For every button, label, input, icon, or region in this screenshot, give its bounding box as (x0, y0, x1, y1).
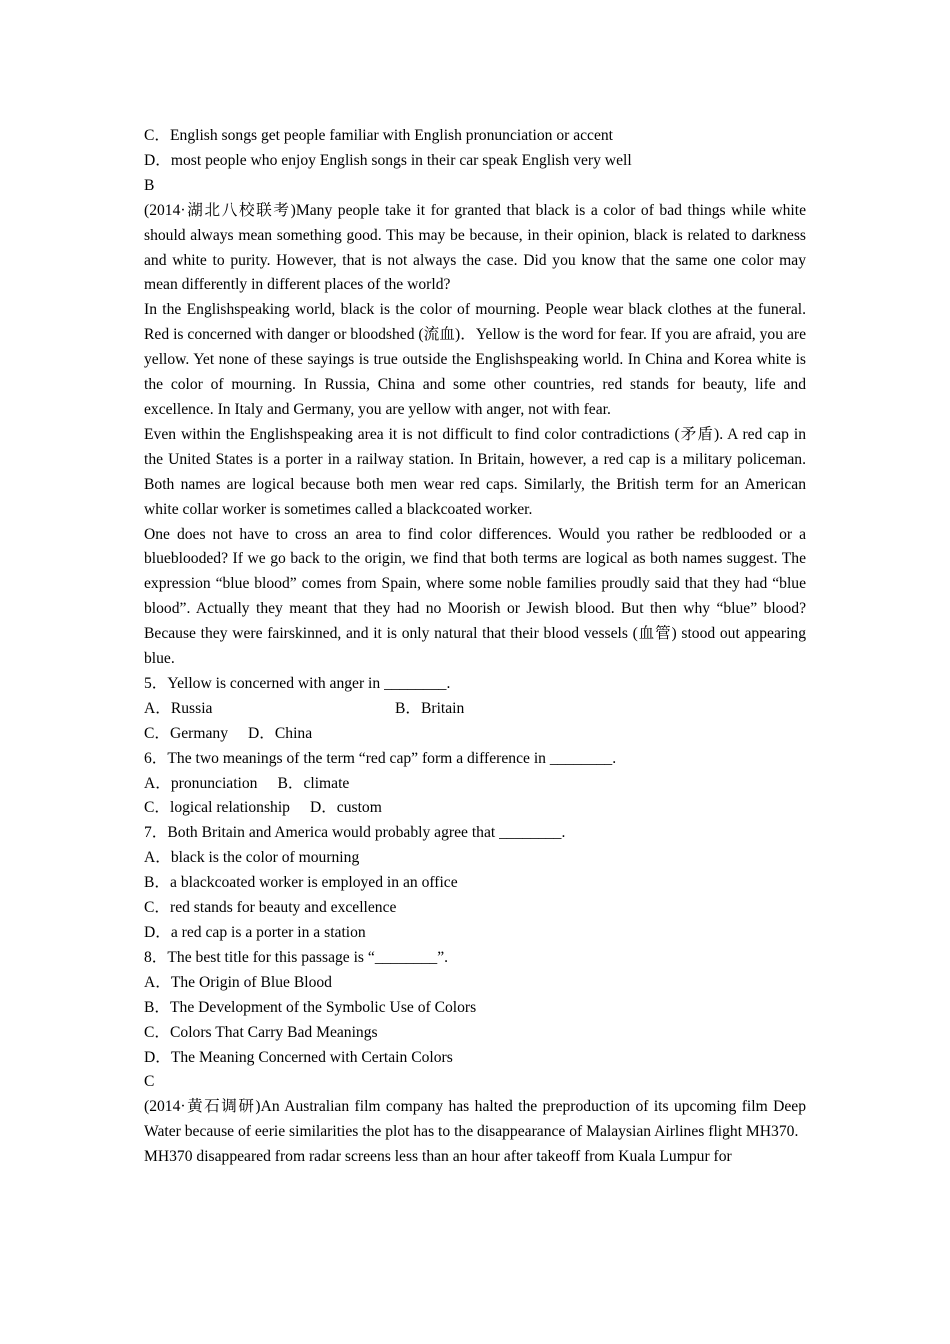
question-6-option-c: C．logical relationship (144, 799, 290, 817)
passage-b-paragraph-3: Even within the Englishspeaking area it is not difficult to find color contradictions (矛盾). A red cap in the United States is a porter in a railway station. In Britain, however, a red cap is a military policeman. Both names are logical because both men wear red caps. Similarly, the British term for an American white collar worker is sometimes called a blackcoated worker. (144, 425, 806, 518)
question-6-options-row-2 (144, 796, 806, 821)
question-7-option-d: D．a red cap is a porter in a station (144, 924, 366, 941)
option-d-previous: D．most people who enjoy English songs in their car speak English very well (144, 151, 632, 169)
passage-c-paragraph-1: (2014·黄石调研)An Australian film company has halted the preproduction of its upcoming film Deep Water because of eerie similarities the plot has to the disappearance of Malaysian Airlines flight MH370. (144, 1098, 806, 1141)
passage-b-paragraph-2: In the Englishspeaking world, black is the color of mourning. People wear black clothes at the funeral. Red is concerned with danger or bloodshed (流血)．Yellow is the word for fear. If you are afraid, you are yellow. Yet none of these sayings is true outside the Englishspeaking world. In China and Korea white is the color of mourning. In Russia, China and some other countries, red stands for beauty, life and excellence. In Italy and Germany, you are yellow with anger, not with fear. (144, 301, 806, 418)
question-5-option-a: A．Russia (144, 699, 213, 717)
passage-b-paragraph-1: (2014·湖北八校联考)Many people take it for granted that black is a color of bad things while white should always mean something good. This may be because, in their opinion, black is related to darkness and white to purity. However, that is not always the case. Did you know that the same one color may mean differently in different places of the world? (144, 201, 806, 294)
question-8-option-a: A．The Origin of Blue Blood (144, 973, 332, 991)
document-page (144, 124, 806, 1170)
question-6-options-row-1 (144, 772, 806, 797)
question-8-option-b: B．The Development of the Symbolic Use of Colors (144, 998, 477, 1016)
passage-b-paragraph-4: One does not have to cross an area to find color differences. Would you rather be redblooded or a blueblooded? If we go back to the origin, we find that both terms are logical as both names suggest. The expression “blue blood” comes from Spain, where some noble families proudly said that they had “blue blood”. Actually they meant that they had no Moorish or Jewish blood. But then why “blue” blood? Because they were fairskinned, and it is only natural that their blood vessels (血管) stood out appearing blue. (144, 525, 806, 668)
question-6-option-b: B．climate (277, 774, 350, 792)
question-6-option-a: A．pronunciation (144, 774, 258, 792)
passage-c-paragraph-2: MH370 disappeared from radar screens less than an hour after takeoff from Kuala Lumpur for (144, 1148, 732, 1166)
question-7-option-b: B．a blackcoated worker is employed in an office (144, 874, 458, 892)
question-5-options-row-1 (144, 697, 806, 722)
question-8-option-c: C．Colors That Carry Bad Meanings (144, 1023, 378, 1041)
section-c-label: C (144, 1073, 155, 1091)
question-6-stem: 6．The two meanings of the term “red cap” form a difference in ________. (144, 749, 617, 767)
question-5-option-c: C．Germany (144, 724, 229, 742)
option-c-previous: C．English songs get people familiar with English pronunciation or accent (144, 127, 614, 144)
section-b-label: B (144, 176, 155, 194)
question-7-option-a: A．black is the color of mourning (144, 849, 360, 867)
question-8-stem: 8．The best title for this passage is “________”. (144, 948, 449, 966)
question-5-option-d: D．China (248, 724, 313, 742)
question-8-option-d: D．The Meaning Concerned with Certain Colors (144, 1048, 453, 1066)
question-7-option-c: C．red stands for beauty and excellence (144, 899, 397, 917)
question-7-stem: 7．Both Britain and America would probably agree that ________. (144, 824, 566, 842)
question-6-option-d: D．custom (309, 799, 382, 817)
question-5-options-row-2 (144, 722, 806, 747)
question-5-option-b: B．Britain (395, 699, 465, 717)
question-5-stem: 5．Yellow is concerned with anger in ________. (144, 674, 451, 692)
